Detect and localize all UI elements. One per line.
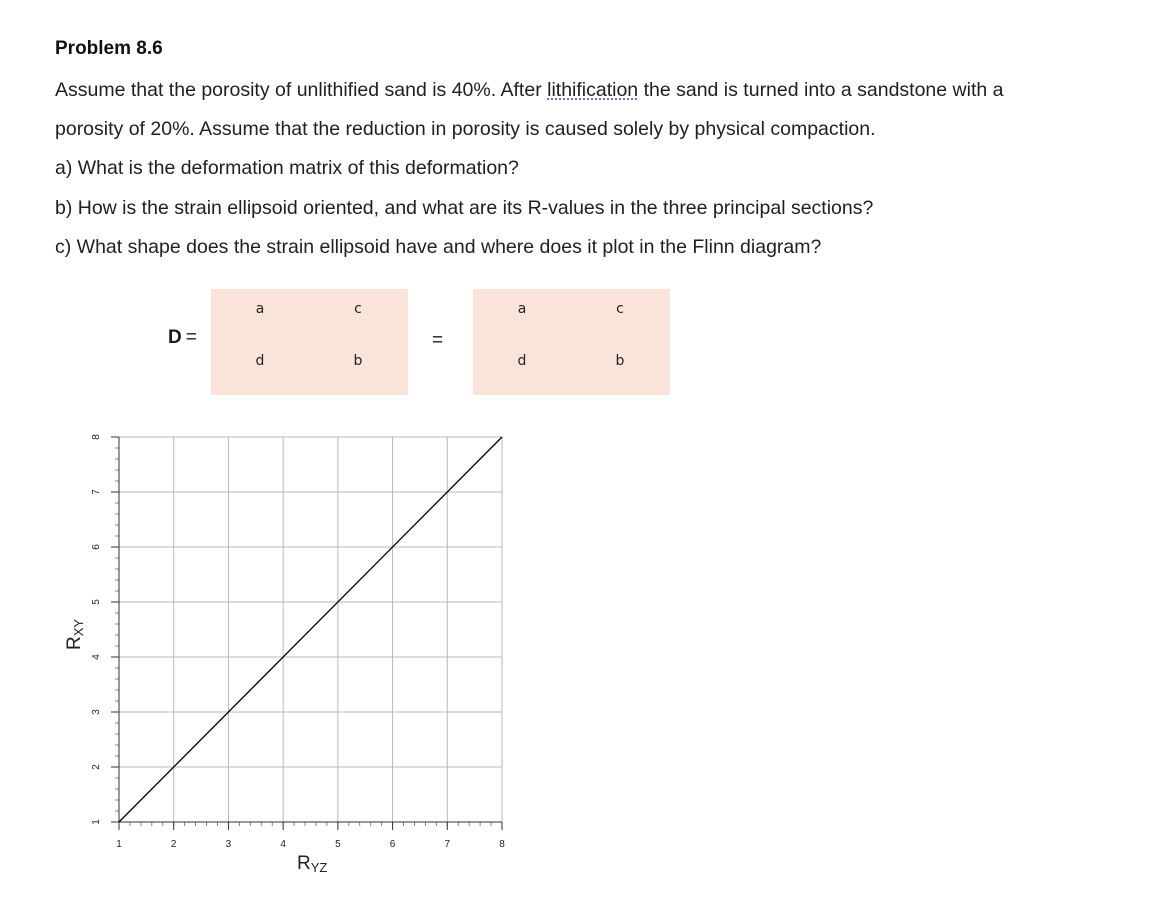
x-tick-label: 8: [499, 839, 505, 850]
matrix-symbol: D: [168, 327, 182, 348]
paragraph-text-start: Assume that the porosity of unlithified sand is 40%. After: [55, 79, 548, 101]
y-tick-label: 7: [91, 489, 102, 495]
matrix-right-cell-b[interactable]: b: [615, 353, 625, 369]
question-c: c) What shape does the strain ellipsoid have and where does it plot in the Flinn diagram?: [55, 236, 822, 258]
question-a: a) What is the deformation matrix of this deformation?: [55, 157, 519, 179]
matrix-left-cell-c[interactable]: c: [354, 301, 362, 317]
chart-series: [119, 437, 502, 822]
y-tick-label: 4: [91, 654, 102, 660]
x-tick-label: 5: [335, 839, 341, 850]
x-tick-label: 6: [389, 839, 396, 850]
paragraph-line-2: porosity of 20%. Assume that the reduction in porosity is caused solely by physical compaction.: [55, 118, 876, 140]
x-tick-label: 4: [280, 839, 286, 850]
question-b: b) How is the strain ellipsoid oriented, and what are its R-values in the three principal sections?: [55, 197, 874, 219]
matrix-left-cell-d[interactable]: d: [255, 353, 265, 369]
x-tick-label: 1: [116, 839, 122, 850]
matrix-left-cell-b[interactable]: b: [353, 353, 363, 369]
y-axis-label: [64, 619, 86, 650]
matrix-middle-equals-sign: =: [432, 330, 444, 351]
y-tick-label: 6: [91, 544, 102, 550]
x-tick-label: 2: [170, 839, 177, 850]
y-tick-label: 3: [91, 709, 102, 715]
matrix-right-cell-d[interactable]: d: [517, 353, 527, 369]
y-axis-label-sub: XY: [71, 618, 86, 637]
spellcheck-word[interactable]: lithification: [547, 79, 639, 101]
paragraph-text-end: the sand is turned into a sandstone with a: [638, 79, 1004, 101]
matrix-right-cell-a[interactable]: a: [517, 301, 527, 317]
x-axis-label-sub: YZ: [310, 860, 328, 875]
problem-title: Problem 8.6: [55, 38, 163, 59]
y-axis-label-main: R: [64, 636, 85, 650]
diagonal-line: [119, 437, 502, 822]
x-axis-label: [297, 853, 327, 875]
x-axis-label-main: R: [297, 853, 311, 874]
matrix-left-cell-a[interactable]: a: [255, 301, 265, 317]
x-tick-label: 7: [444, 839, 451, 850]
y-tick-label: 1: [91, 819, 102, 825]
x-tick-label: 3: [225, 839, 232, 850]
y-tick-label: 5: [91, 599, 102, 605]
y-tick-label: 8: [91, 434, 102, 440]
matrix-right-cell-c[interactable]: c: [616, 301, 624, 317]
matrix-equals-sign: =: [185, 327, 197, 348]
y-tick-label: 2: [91, 764, 102, 770]
